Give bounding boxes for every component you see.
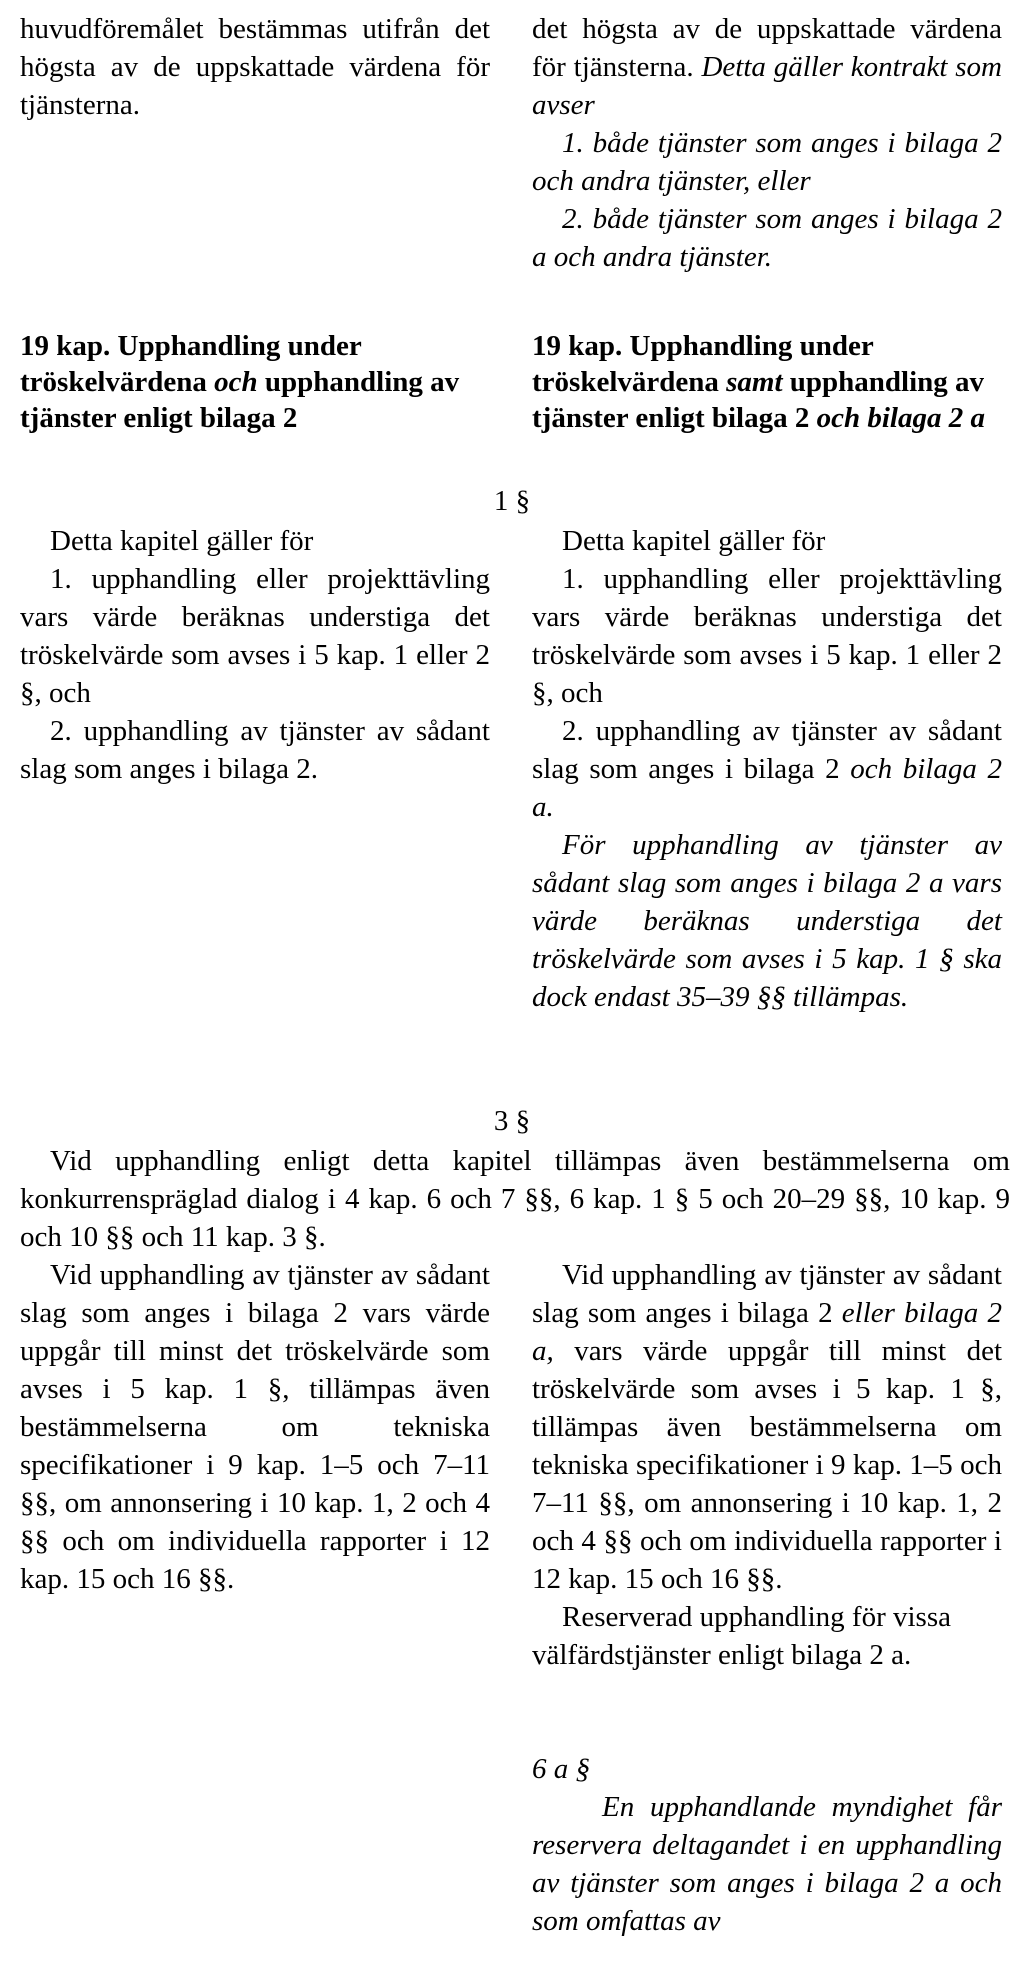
section-6a-mark: 6 a § — [532, 1753, 590, 1785]
top-left-text: huvudföremålet bestämmas utifrån det högsta av de uppskattade värdena för tjänsterna. — [20, 13, 490, 121]
sec1-right-item-1: 1. upphandling eller projekttävling vars värde beräknas understiga det tröskelvärde som avses i 5 kap. 1 eller 2 §, och — [532, 563, 1002, 709]
sec1-left-item-1: 1. upphandling eller projekttävling vars värde beräknas understiga det tröskelvärde som avses i 5 kap. 1 eller 2 §, och — [20, 563, 490, 709]
reserved-heading: Reserverad upphandling för vissa välfärdstjänster enligt bilaga 2 a. — [532, 1601, 951, 1671]
sec1-right-item-2: 2. upphandling av tjänster av sådant slag som anges i bilaga 2 och bilaga 2 a. — [532, 715, 1002, 823]
sec3-right-text: Vid upphandling av tjänster av sådant slag som anges i bilaga 2 eller bilaga 2 a, vars värde uppgår till minst det tröskelvärde som avses i 5 kap. 1 §, tillämpas även bestämmelserna om tekniska specifikationer i 9 kap. 1–5 och 7–11 §§, om annonsering i 10 kap. 1, 2 och 4 §§ och om individuella rapporter i 12 kap. 15 och 16 §§. — [532, 1259, 1002, 1595]
sec1-left-intro: Detta kapitel gäller för — [50, 525, 314, 557]
sec1-right-intro: Detta kapitel gäller för — [562, 525, 826, 557]
top-right-item-1: 1. både tjänster som anges i bilaga 2 och andra tjänster, eller — [532, 127, 1002, 197]
section-3-left — [20, 1256, 490, 1598]
top-right-item-2: 2. både tjänster som anges i bilaga 2 a och andra tjänster. — [532, 203, 1002, 273]
sec1-right-extra: För upphandling av tjänster av sådant slag som anges i bilaga 2 a vars värde beräknas understiga det tröskelvärde som avses i 5 kap. 1 § ska dock endast 35–39 §§ tillämpas. — [532, 829, 1002, 1013]
section-6a — [532, 1750, 1002, 1940]
top-left-column — [20, 10, 490, 124]
top-right-column — [532, 10, 1002, 276]
section-1-right — [532, 522, 1002, 1016]
sec1-left-item-2: 2. upphandling av tjänster av sådant slag som anges i bilaga 2. — [20, 715, 490, 785]
chapter-heading-left: 19 kap. Upphandling under tröskelvärdena och upphandling av tjänster enligt bilaga 2 — [20, 330, 460, 434]
section-3-mark: 3 § — [493, 1105, 531, 1137]
sec3-left-text: Vid upphandling av tjänster av sådant slag som anges i bilaga 2 vars värde uppgår till minst det tröskelvärde som avses i 5 kap. 1 §, tillämpas även bestämmelserna om tekniska specifikationer i 9 kap. 1–5 och 7–11 §§, om annonsering i 10 kap. 1, 2 och 4 §§ och om individuella rapporter i 12 kap. 15 och 16 §§. — [20, 1259, 490, 1595]
section-1-mark: 1 § — [493, 485, 531, 517]
section-3-right — [532, 1256, 1002, 1674]
chapter-heading-right: 19 kap. Upphandling under tröskelvärdena samt upphandling av tjänster enligt bilaga 2 och bilaga 2 a — [532, 330, 985, 434]
section-3-full-text: Vid upphandling enligt detta kapitel tillämpas även bestämmelserna om konkurrenspräglad dialog i 4 kap. 6 och 7 §§, 6 kap. 1 § 5 och 20–29 §§, 10 kap. 9 och 10 §§ och 11 kap. 3 §. — [20, 1145, 1010, 1253]
section-6a-text: En upphandlande myndighet får reservera deltagandet i en upphandling av tjänster som anges i bilaga 2 a och som omfattas av — [532, 1791, 1002, 1937]
section-1-left — [20, 522, 490, 788]
top-right-text: det högsta av de uppskattade värdena för tjänsterna. Detta gäller kontrakt som avser — [532, 13, 1002, 121]
